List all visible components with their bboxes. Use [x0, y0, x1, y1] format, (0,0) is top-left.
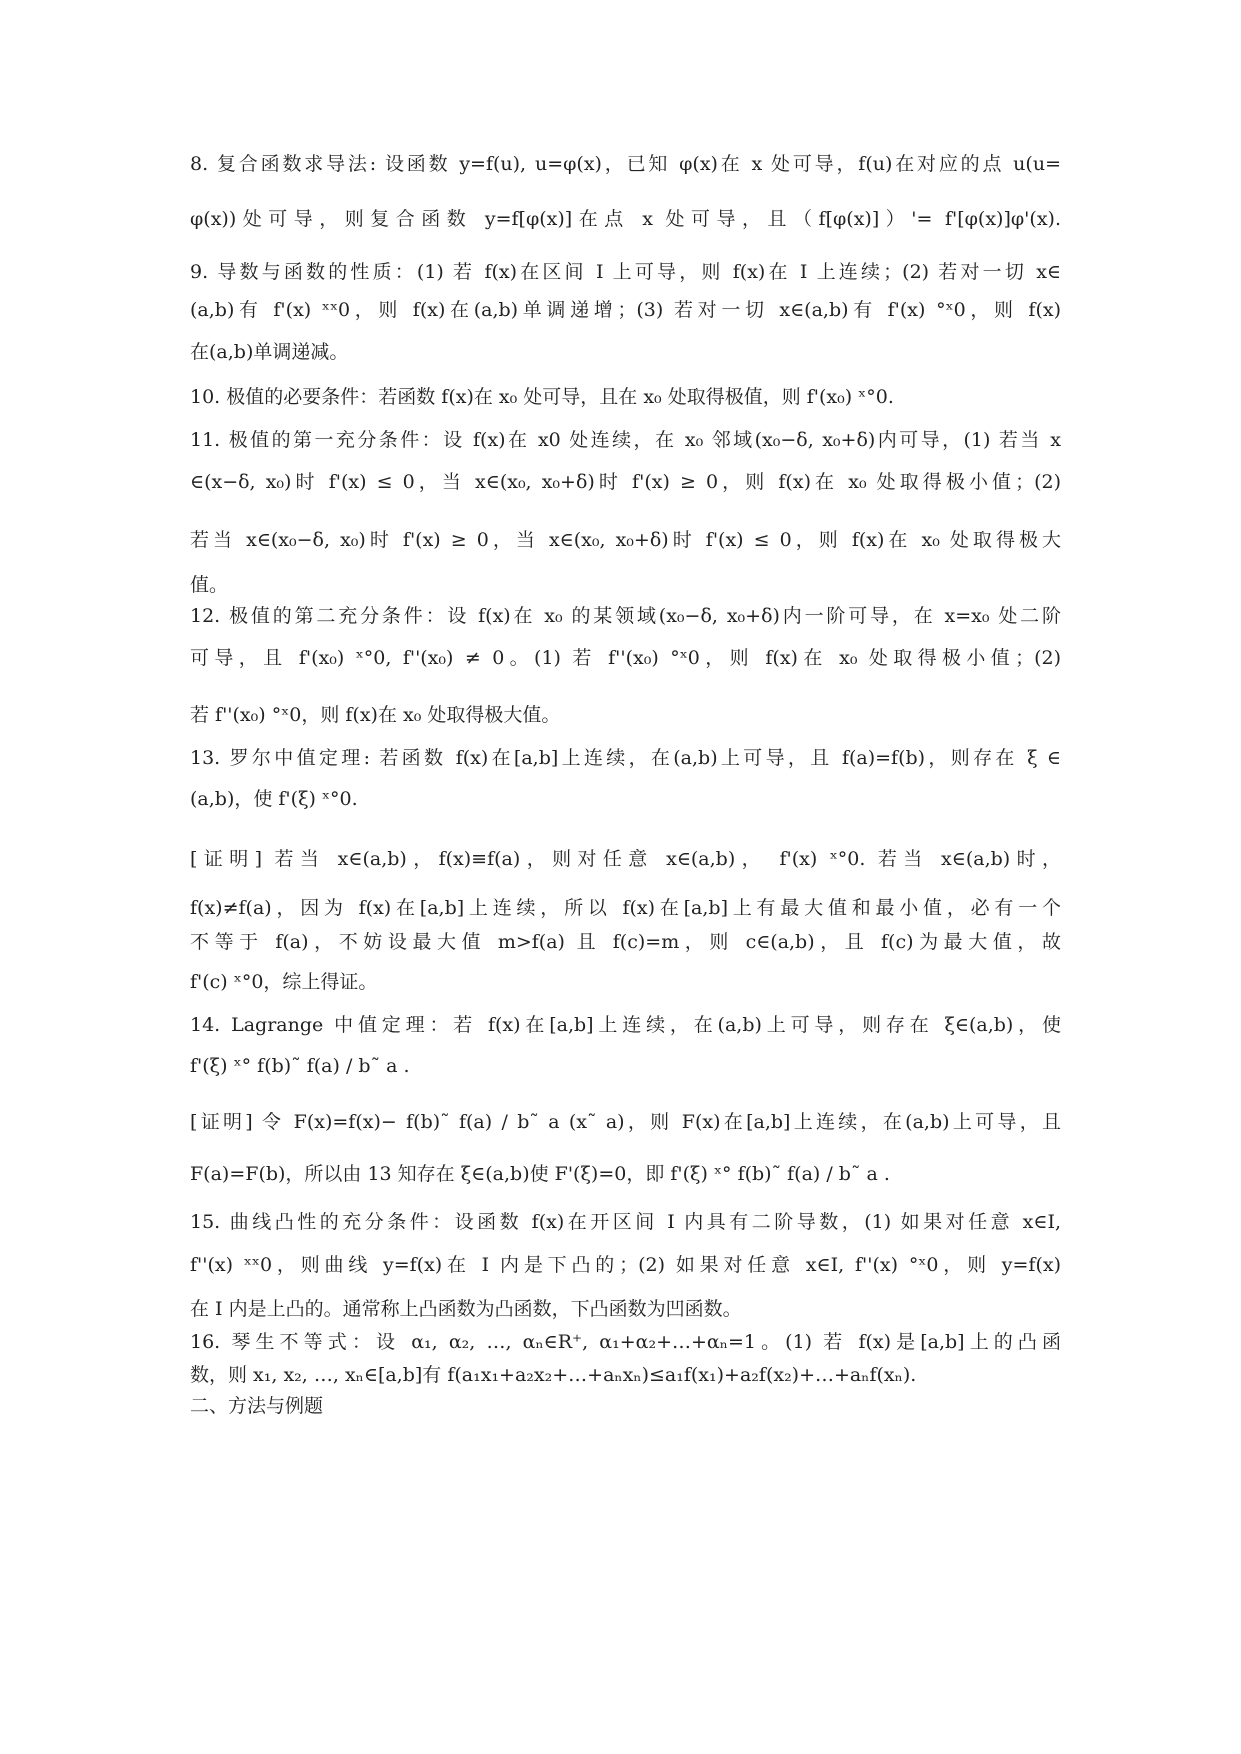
line-content: (a,b)，使 f'(ξ) ˣ°0.	[190, 788, 358, 810]
text-line	[190, 604, 1061, 628]
line-content: 在(a,b)单调递减。	[190, 341, 349, 363]
line-content: F(a)=F(b)，所以由 13 知存在 ξ∈(a,b)使 F'(ξ)=0，即 f'(ξ) ˣ° f(b)˜ f(a) / b˜ a .	[190, 1163, 890, 1185]
line-content: 16. 琴生不等式：设 α₁, α₂, …, αₙ∈R⁺, α₁+α₂+…+αₙ=1。(1) 若 f(x)是[a,b]上的凸函	[190, 1331, 1061, 1353]
text-line	[190, 207, 1061, 231]
line-content: 二、方法与例题	[190, 1395, 324, 1417]
line-content: [证明] 令 F(x)=f(x)− f(b)˜ f(a) / b˜ a (x˜ a)，则 F(x)在[a,b]上连续，在(a,b)上可导，且	[190, 1111, 1061, 1133]
text-line	[190, 970, 1061, 994]
text-line	[190, 1054, 1061, 1078]
line-content: φ(x))处可导，则复合函数 y=f[φ(x)]在点 x 处可导，且（f[φ(x)]）'= f'[φ(x)]φ'(x).	[190, 208, 1061, 230]
text-line	[190, 646, 1061, 670]
text-line	[190, 847, 1061, 871]
line-content: (a,b)有 f'(x) ˣˣ0，则 f(x)在(a,b)单调递增；(3) 若对一切 x∈(a,b)有 f'(x) °ˣ0，则 f(x)	[190, 299, 1061, 321]
text-line	[190, 1162, 1061, 1186]
text-line	[190, 1013, 1061, 1037]
line-content: 14. Lagrange 中值定理：若 f(x)在[a,b]上连续，在(a,b)上可导，则存在 ξ∈(a,b)，使	[190, 1014, 1061, 1036]
line-content: 可导，且 f'(x₀) ˣ°0, f''(x₀) ≠ 0。(1) 若 f''(x₀) °ˣ0，则 f(x)在 x₀ 处取得极小值；(2)	[190, 647, 1061, 669]
text-line	[190, 1110, 1061, 1134]
line-content: ∈(x−δ, x₀)时 f'(x) ≤ 0，当 x∈(x₀, x₀+δ)时 f'(x) ≥ 0，则 f(x)在 x₀ 处取得极小值；(2)	[190, 471, 1061, 493]
text-line	[190, 1297, 1061, 1321]
line-content: f(x)≠f(a)，因为 f(x)在[a,b]上连续，所以 f(x)在[a,b]上有最大值和最小值，必有一个	[190, 897, 1061, 919]
line-content: 若 f''(x₀) °ˣ0，则 f(x)在 x₀ 处取得极大值。	[190, 704, 561, 726]
text-line	[190, 703, 1061, 727]
text-line	[190, 260, 1061, 284]
text-line	[190, 1330, 1061, 1354]
line-content: f''(x) ˣˣ0，则曲线 y=f(x)在 I 内是下凸的；(2) 如果对任意 x∈I, f''(x) °ˣ0，则 y=f(x)	[190, 1254, 1061, 1276]
text-line	[190, 573, 1061, 597]
text-line	[190, 787, 1061, 811]
line-content: 10. 极值的必要条件：若函数 f(x)在 x₀ 处可导，且在 x₀ 处取得极值，则 f'(x₀) ˣ°0.	[190, 386, 894, 408]
line-content: 若当 x∈(x₀−δ, x₀)时 f'(x) ≥ 0，当 x∈(x₀, x₀+δ)时 f'(x) ≤ 0，则 f(x)在 x₀ 处取得极大	[190, 529, 1061, 551]
text-line	[190, 470, 1061, 494]
text-line	[190, 1253, 1061, 1277]
line-content: 9. 导数与函数的性质：(1) 若 f(x)在区间 I 上可导，则 f(x)在 I 上连续；(2) 若对一切 x∈	[190, 261, 1061, 283]
line-content: f'(ξ) ˣ° f(b)˜ f(a) / b˜ a .	[190, 1055, 410, 1077]
text-line	[190, 1210, 1061, 1234]
text-line	[190, 385, 1061, 409]
line-content: 12. 极值的第二充分条件：设 f(x)在 x₀ 的某领域(x₀−δ, x₀+δ)内一阶可导，在 x=x₀ 处二阶	[190, 605, 1061, 627]
line-content: 11. 极值的第一充分条件：设 f(x)在 x0 处连续，在 x₀ 邻域(x₀−δ, x₀+δ)内可导，(1) 若当 x	[190, 429, 1061, 451]
line-content: [证明] 若当 x∈(a,b)，f(x)≡f(a)，则对任意 x∈(a,b)， f'(x) ˣ°0. 若当 x∈(a,b)时，	[190, 848, 1061, 870]
line-content: 不等于 f(a)，不妨设最大值 m>f(a) 且 f(c)=m，则 c∈(a,b)，且 f(c)为最大值，故	[190, 931, 1061, 953]
text-line	[190, 152, 1061, 176]
text-line	[190, 298, 1061, 322]
line-content: 15. 曲线凸性的充分条件：设函数 f(x)在开区间 I 内具有二阶导数，(1) 如果对任意 x∈I,	[190, 1211, 1061, 1233]
text-line	[190, 428, 1061, 452]
text-line	[190, 340, 1061, 364]
line-content: 8. 复合函数求导法: 设函数 y=f(u), u=φ(x)，已知 φ(x)在 x 处可导，f(u)在对应的点 u(u=	[190, 153, 1061, 175]
line-content: 值。	[190, 574, 229, 596]
text-line	[190, 896, 1061, 920]
line-content: 数，则 x₁, x₂, …, xₙ∈[a,b]有 f(a₁x₁+a₂x₂+…+aₙxₙ)≤a₁f(x₁)+a₂f(x₂)+…+aₙf(xₙ).	[190, 1364, 917, 1386]
text-line	[190, 930, 1061, 954]
text-line	[190, 1363, 1061, 1387]
text-line	[190, 528, 1061, 552]
line-content: 13. 罗尔中值定理: 若函数 f(x)在[a,b]上连续，在(a,b)上可导，且 f(a)=f(b)，则存在 ξ ∈	[190, 747, 1061, 769]
text-line	[190, 746, 1061, 770]
text-line	[190, 1394, 1061, 1418]
line-content: 在 I 内是上凸的。通常称上凸函数为凸函数，下凸函数为凹函数。	[190, 1298, 742, 1320]
line-content: f'(c) ˣ°0，综上得证。	[190, 971, 378, 993]
